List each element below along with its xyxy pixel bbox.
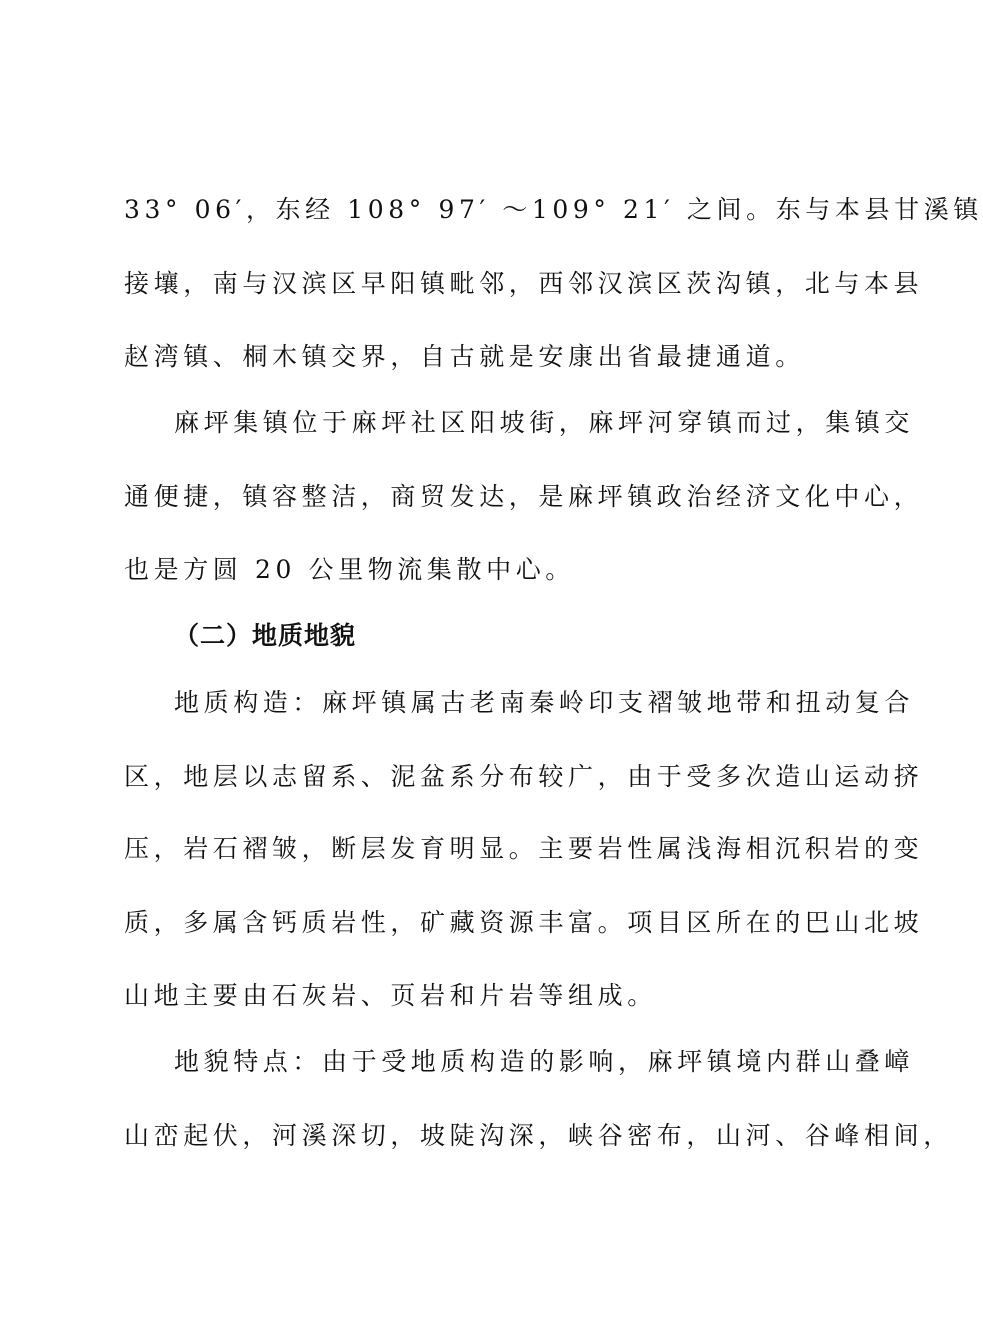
paragraph-line: 山地主要由石灰岩、页岩和片岩等组成。 — [124, 981, 657, 1010]
paragraph-line: 山峦起伏，河溪深切，坡陡沟深，峡谷密布，山河、谷峰相间， — [124, 1121, 953, 1150]
paragraph-line: 33° 06′，东经 108° 97′ ～109° 21′ 之间。东与本县甘溪镇 — [124, 195, 983, 224]
paragraph-line: 压，岩石褶皱，断层发育明显。主要岩性属浅海相沉积岩的变 — [124, 834, 924, 863]
paragraph-line: 接壤，南与汉滨区早阳镇毗邻，西邻汉滨区茨沟镇，北与本县 — [124, 269, 924, 298]
paragraph-line: 地貌特点：由于受地质构造的影响，麻坪镇境内群山叠嶂 — [174, 1047, 915, 1076]
paragraph-line: 也是方圆 20 公里物流集散中心。 — [124, 555, 575, 584]
paragraph-line: 质，多属含钙质岩性，矿藏资源丰富。项目区所在的巴山北坡 — [124, 908, 924, 937]
paragraph-line: 通便捷，镇容整洁，商贸发达，是麻坪镇政治经济文化中心， — [124, 482, 924, 511]
paragraph-line: 地质构造：麻坪镇属古老南秦岭印支褶皱地带和扭动复合 — [174, 688, 915, 717]
section-heading: （二）地质地貌 — [174, 621, 357, 650]
paragraph-line: 赵湾镇、桐木镇交界，自古就是安康出省最捷通道。 — [124, 342, 805, 371]
paragraph-line: 区，地层以志留系、泥盆系分布较广，由于受多次造山运动挤 — [124, 762, 924, 791]
paragraph-line: 麻坪集镇位于麻坪社区阳坡街，麻坪河穿镇而过，集镇交 — [174, 408, 915, 437]
